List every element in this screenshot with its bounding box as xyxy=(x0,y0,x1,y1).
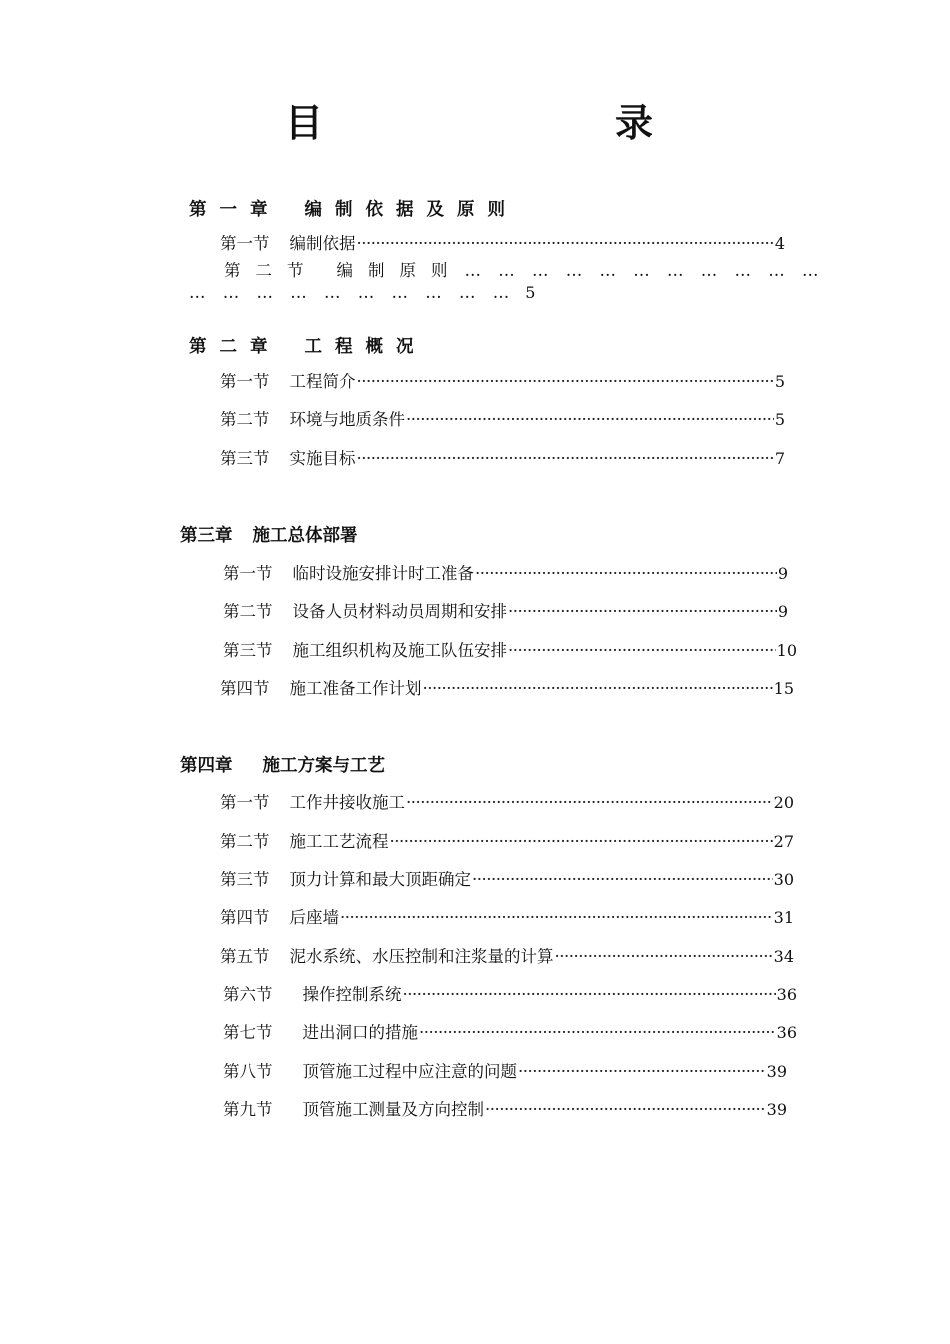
page-number: 9 xyxy=(777,602,788,621)
section-label: 第一节 xyxy=(223,564,273,583)
toc-entry-4-8[interactable] xyxy=(223,1058,787,1082)
section-title: 泥水系统、水压控制和注浆量的计算 xyxy=(289,947,554,966)
page-number: 27 xyxy=(773,832,794,851)
section-title: 顶力计算和最大顶距确定 xyxy=(289,870,471,889)
toc-entry-3-3[interactable] xyxy=(223,637,797,661)
toc-entry-3-1[interactable] xyxy=(223,560,788,584)
section-label: 第三节 xyxy=(220,870,270,889)
section-label: 第二节 xyxy=(223,602,273,621)
chapter-3-heading xyxy=(180,522,358,547)
dot-leader xyxy=(508,602,777,621)
page-number: 39 xyxy=(766,1062,787,1081)
dot-leader xyxy=(423,679,773,698)
dot-leader xyxy=(518,1062,766,1081)
dot-leader xyxy=(390,832,773,851)
section-title: 实施目标 xyxy=(289,449,356,468)
toc-entry-2-1[interactable] xyxy=(220,368,785,392)
section-label: 第五节 xyxy=(220,947,270,966)
page-number: 36 xyxy=(776,1023,797,1042)
section-label: 第三节 xyxy=(223,641,273,660)
toc-entry-4-6[interactable] xyxy=(223,981,797,1005)
toc-entry-2-2[interactable] xyxy=(220,406,785,430)
dot-leader xyxy=(357,449,774,468)
section-label: 第八节 xyxy=(223,1062,273,1081)
section-title: 施工准备工作计划 xyxy=(289,679,422,698)
section-label: 第二节 xyxy=(220,410,270,429)
toc-entry-3-4[interactable] xyxy=(220,675,794,699)
page-number: 7 xyxy=(774,449,785,468)
section-title: 顶管施工过程中应注意的问题 xyxy=(302,1062,517,1081)
chapter-2-heading xyxy=(189,333,427,358)
section-title: 操作控制系统 xyxy=(302,985,402,1004)
section-title: 环境与地质条件 xyxy=(289,410,405,429)
chapter-3-label: 第三章 xyxy=(180,526,233,546)
toc-entry-4-7[interactable] xyxy=(223,1019,797,1043)
page-number: 10 xyxy=(776,641,797,660)
section-title: 顶管施工测量及方向控制 xyxy=(302,1100,484,1119)
chapter-1-title: 编制依据及原则 xyxy=(304,200,518,220)
dot-leader xyxy=(406,793,773,812)
chapter-4-heading xyxy=(180,752,385,777)
section-title: 施工工艺流程 xyxy=(289,832,389,851)
page-number: 15 xyxy=(773,679,794,698)
toc-entry-4-1[interactable] xyxy=(220,789,794,813)
page-number: 34 xyxy=(773,947,794,966)
dot-leader xyxy=(419,1023,776,1042)
dot-leader xyxy=(555,947,773,966)
chapter-1-label: 第一章 xyxy=(189,200,281,220)
page-number: 36 xyxy=(776,985,797,1004)
toc-entry-1-1[interactable] xyxy=(220,230,785,254)
page-number: 5 xyxy=(774,410,785,429)
dot-leader xyxy=(406,410,774,429)
dot-leader: … … … … … … … … … … xyxy=(189,283,516,302)
section-title: 临时设施安排计时工准备 xyxy=(292,564,474,583)
page-number: 30 xyxy=(773,870,794,889)
chapter-2-label: 第二章 xyxy=(189,337,281,357)
toc-entry-4-2[interactable] xyxy=(220,828,794,852)
toc-entry-4-3[interactable] xyxy=(220,866,794,890)
section-title: 施工组织机构及施工队伍安排 xyxy=(292,641,507,660)
section-label: 第四节 xyxy=(220,679,270,698)
page-title: 目 录 xyxy=(284,101,725,145)
section-label: 第四节 xyxy=(220,908,270,927)
chapter-1-heading xyxy=(189,196,518,221)
page-number: 4 xyxy=(774,234,785,253)
toc-entry-3-2[interactable] xyxy=(223,598,788,622)
dot-leader xyxy=(357,372,774,391)
page-number: 31 xyxy=(773,908,794,927)
page-number: 20 xyxy=(773,793,794,812)
page-number: 39 xyxy=(766,1100,787,1119)
toc-entry-1-2[interactable] xyxy=(224,257,824,281)
dot-leader xyxy=(403,985,776,1004)
page-number: 5 xyxy=(774,372,785,391)
dot-leader xyxy=(485,1100,766,1119)
page-number: 9 xyxy=(777,564,788,583)
section-title: 编制原则 xyxy=(336,261,463,280)
section-label: 第二节 xyxy=(220,832,270,851)
chapter-4-label: 第四章 xyxy=(180,756,233,776)
section-label: 第九节 xyxy=(223,1100,273,1119)
section-label: 第一节 xyxy=(220,234,270,253)
section-label: 第二节 xyxy=(224,261,319,280)
dot-leader xyxy=(475,564,777,583)
section-title: 设备人员材料动员周期和安排 xyxy=(292,602,507,621)
section-label: 第一节 xyxy=(220,793,270,812)
chapter-4-title: 施工方案与工艺 xyxy=(262,756,385,776)
chapter-3-title: 施工总体部署 xyxy=(252,526,358,546)
page-number: 5 xyxy=(525,283,536,302)
section-label: 第六节 xyxy=(223,985,273,1004)
toc-entry-1-2-continued xyxy=(189,283,535,302)
dot-leader xyxy=(508,641,776,660)
section-title: 编制依据 xyxy=(289,234,356,253)
dot-leader xyxy=(357,234,774,253)
section-title: 工作井接收施工 xyxy=(289,793,405,812)
toc-entry-4-4[interactable] xyxy=(220,904,794,928)
toc-entry-4-9[interactable] xyxy=(223,1096,787,1120)
section-title: 后座墙 xyxy=(289,908,339,927)
section-label: 第七节 xyxy=(223,1023,273,1042)
section-title: 进出洞口的措施 xyxy=(302,1023,418,1042)
section-title: 工程简介 xyxy=(289,372,356,391)
toc-entry-2-3[interactable] xyxy=(220,445,785,469)
chapter-2-title: 工程概况 xyxy=(304,337,427,357)
section-label: 第三节 xyxy=(220,449,270,468)
toc-entry-4-5[interactable] xyxy=(220,943,794,967)
section-label: 第一节 xyxy=(220,372,270,391)
dot-leader xyxy=(472,870,773,889)
dot-leader: … … … … … … … … … … … xyxy=(464,261,825,280)
dot-leader xyxy=(340,908,773,927)
